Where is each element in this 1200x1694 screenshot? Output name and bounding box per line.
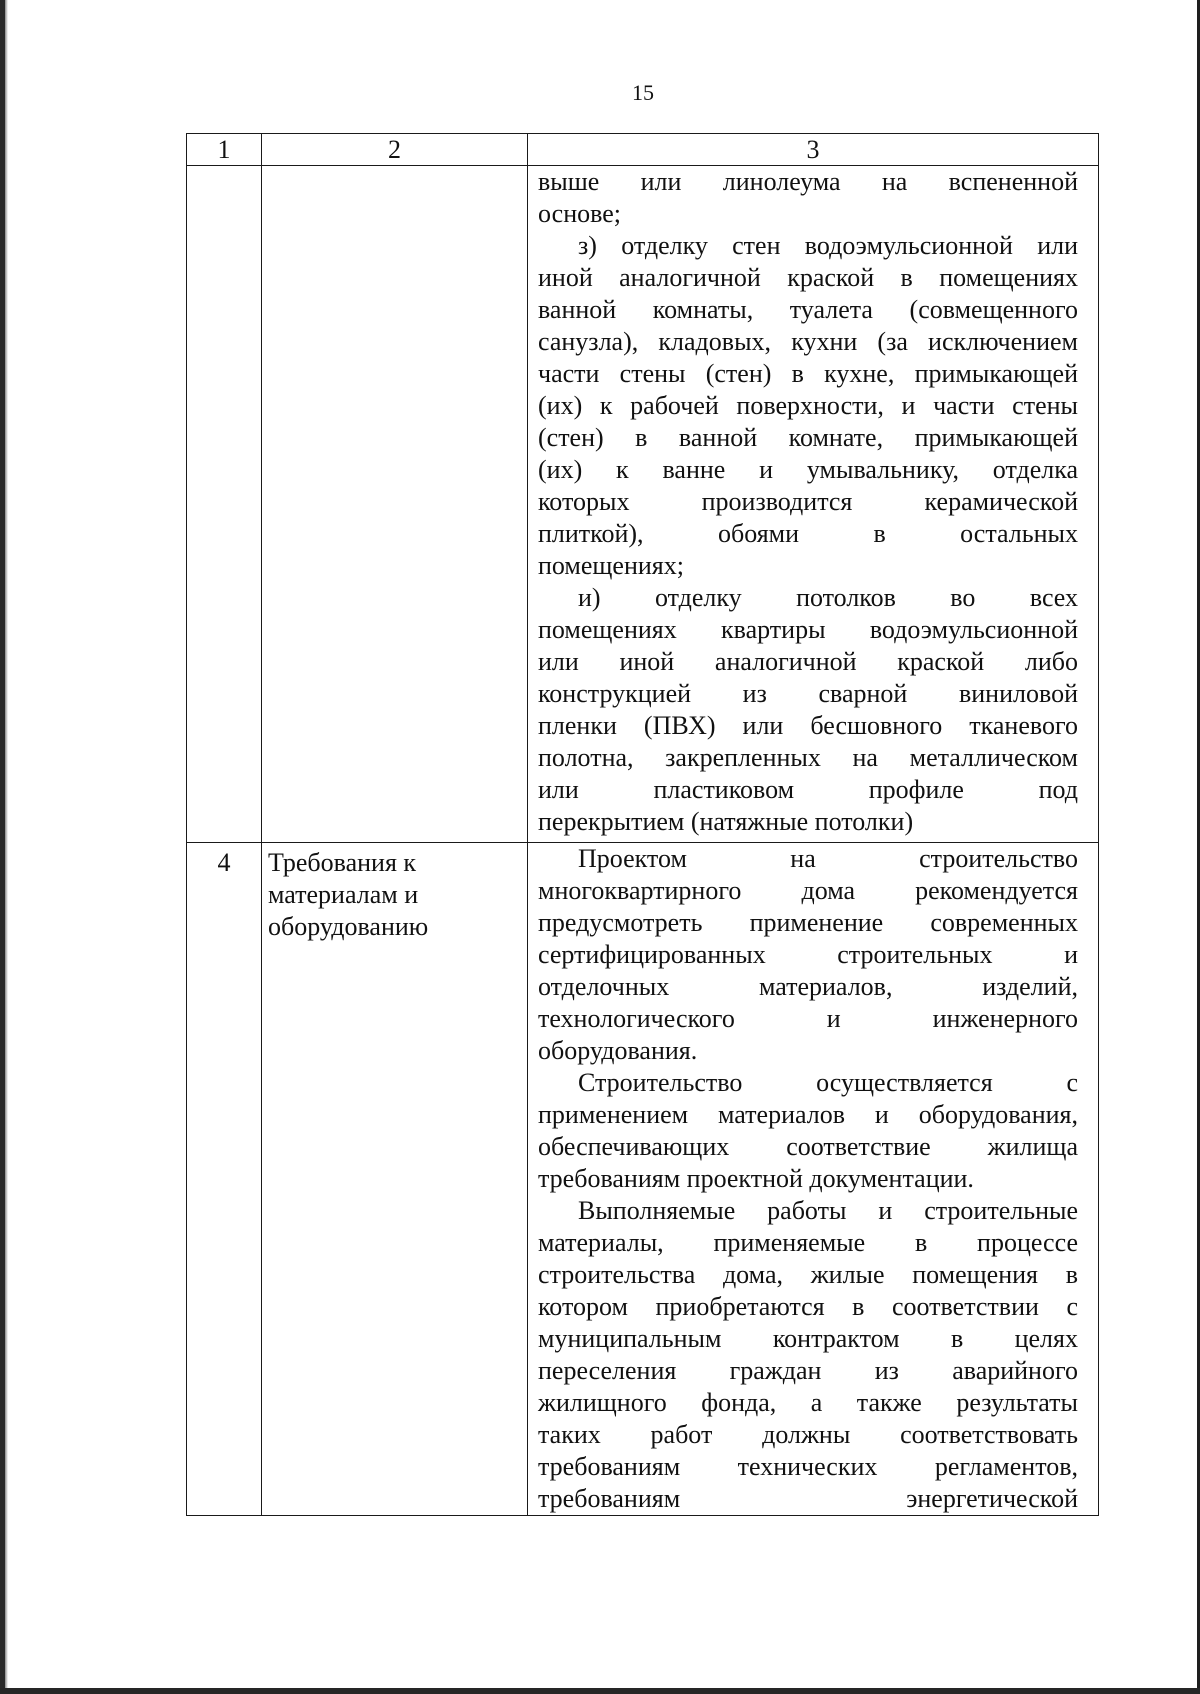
text-line: помещениях; bbox=[538, 551, 684, 580]
text-line: ванной комнаты, туалета (совмещенного bbox=[538, 295, 1078, 324]
text-line: обеспечивающих соответствие жилища bbox=[538, 1132, 1078, 1161]
scan-edge-left bbox=[0, 0, 5, 1694]
text-line: плиткой), обоями в остальных bbox=[538, 519, 1078, 548]
text-line: сертифицированных строительных и bbox=[538, 940, 1078, 969]
text-line: оборудования. bbox=[538, 1036, 698, 1065]
text-line: таких работ должны соответствовать bbox=[538, 1420, 1078, 1449]
text-line: Строительство осуществляется с bbox=[578, 1068, 1078, 1097]
text-line: перекрытием (натяжные потолки) bbox=[538, 807, 914, 836]
text-line: технологического и инженерного bbox=[538, 1004, 1078, 1033]
text-line: котором приобретаются в соответствии с bbox=[538, 1292, 1078, 1321]
text-line: санузла), кладовых, кухни (за исключением bbox=[538, 327, 1078, 356]
text-line: которых производится керамической bbox=[538, 487, 1078, 516]
paragraph bbox=[538, 1195, 1078, 1515]
header-cell-1: 1 bbox=[187, 134, 262, 166]
text-line: з) отделку стен водоэмульсионной или bbox=[578, 231, 1078, 260]
table-header-row bbox=[187, 134, 1099, 166]
requirement-cell bbox=[262, 166, 528, 843]
text-line: отделочных материалов, изделий, bbox=[538, 972, 1078, 1001]
paragraph bbox=[538, 582, 1078, 838]
text-line: требованиям технических регламентов, bbox=[538, 1452, 1078, 1481]
text-line: Проектом на строительство bbox=[578, 844, 1078, 873]
text-line: требованиям проектной документации. bbox=[538, 1164, 974, 1193]
header-cell-3: 3 bbox=[528, 134, 1099, 166]
description-cell bbox=[528, 843, 1099, 1516]
row-number-cell: 4 bbox=[187, 843, 262, 1516]
text-line: требованиям энергетической bbox=[538, 1484, 1078, 1513]
text-line: переселения граждан из аварийного bbox=[538, 1356, 1078, 1385]
text-line: муниципальным контрактом в целях bbox=[538, 1324, 1078, 1353]
text-line: (стен) в ванной комнате, примыкающей bbox=[538, 423, 1078, 452]
text-line: выше или линолеума на вспененной bbox=[538, 167, 1078, 196]
text-line: иной аналогичной краской в помещениях bbox=[538, 263, 1078, 292]
requirement-cell bbox=[262, 843, 528, 1516]
text-line: (их) к ванне и умывальнику, отделка bbox=[538, 455, 1078, 484]
description-cell bbox=[528, 166, 1099, 843]
text-line: полотна, закрепленных на металлическом bbox=[538, 743, 1078, 772]
table-row bbox=[187, 843, 1099, 1516]
scan-edge-bottom bbox=[0, 1688, 1200, 1694]
text-line: основе; bbox=[538, 199, 621, 228]
requirement-line: оборудованию bbox=[268, 912, 429, 941]
requirement-line: материалам и bbox=[268, 880, 419, 909]
paragraph bbox=[538, 1067, 1078, 1195]
text-line: (их) к рабочей поверхности, и части стены bbox=[538, 391, 1078, 420]
text-line: применением материалов и оборудования, bbox=[538, 1100, 1078, 1129]
paragraph bbox=[538, 230, 1078, 582]
requirement-line: Требования к bbox=[268, 848, 417, 877]
paragraph bbox=[538, 166, 1078, 230]
text-line: жилищного фонда, а также результаты bbox=[538, 1388, 1078, 1417]
text-line: строительства дома, жилые помещения в bbox=[538, 1260, 1078, 1289]
paragraph bbox=[538, 843, 1078, 1067]
text-line: Выполняемые работы и строительные bbox=[578, 1196, 1078, 1225]
page-number: 15 bbox=[632, 80, 654, 105]
text-line: или пластиковом профиле под bbox=[538, 775, 1078, 804]
text-line: материалы, применяемые в процессе bbox=[538, 1228, 1078, 1257]
text-line: или иной аналогичной краской либо bbox=[538, 647, 1078, 676]
row-number-cell bbox=[187, 166, 262, 843]
text-line: и) отделку потолков во всех bbox=[578, 583, 1078, 612]
text-line: конструкцией из сварной виниловой bbox=[538, 679, 1078, 708]
table-row bbox=[187, 166, 1099, 843]
text-line: части стены (стен) в кухне, примыкающей bbox=[538, 359, 1078, 388]
text-line: пленки (ПВХ) или бесшовного тканевого bbox=[538, 711, 1078, 740]
text-line: предусмотреть применение современных bbox=[538, 908, 1078, 937]
text-line: помещениях квартиры водоэмульсионной bbox=[538, 615, 1078, 644]
requirements-table bbox=[186, 133, 1099, 1516]
header-cell-2: 2 bbox=[262, 134, 528, 166]
text-line: многоквартирного дома рекомендуется bbox=[538, 876, 1078, 905]
